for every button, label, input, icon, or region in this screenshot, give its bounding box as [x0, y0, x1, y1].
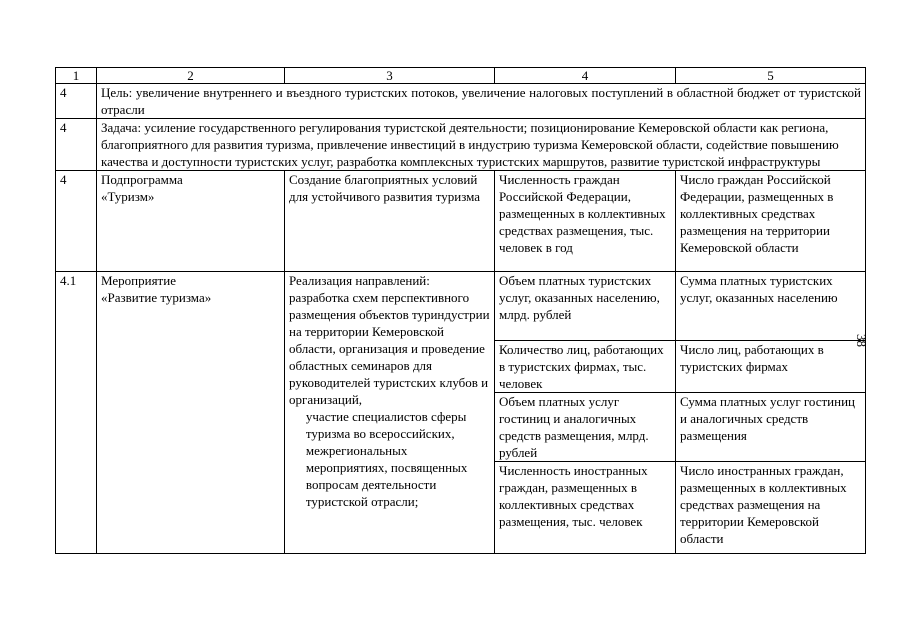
event-description-part1: Реализация направлений: разработка схем перспективного размещения объектов туриндустрии на территории Кемеровской области, организация и проведение областных семинаров для руководителей туристских клубов и организаций,	[289, 273, 490, 407]
program-name	[97, 171, 285, 272]
event-indicator-desc-3: Сумма платных услуг гостиниц и аналогичных средств размещения	[676, 393, 865, 462]
program-name-line2: «Туризм»	[101, 189, 155, 204]
event-indicators	[495, 272, 676, 554]
event-indicator-4: Численность иностранных граждан, размещенных в коллективных средствах размещения, тыс. человек	[499, 463, 648, 529]
header-cell-1: 1	[56, 68, 97, 84]
event-indicator-1: Объем платных туристских услуг, оказанных населению, млрд. рублей	[495, 272, 675, 341]
header-cell-5: 5	[676, 68, 866, 84]
page-number: 38	[854, 334, 869, 347]
program-number: 4	[56, 171, 97, 272]
event-indicator-desc-4: Число иностранных граждан, размещенных в коллективных средствах размещения на территории Кемеровской области	[680, 463, 847, 546]
event-indicators-list	[495, 272, 675, 530]
task-row	[56, 119, 866, 171]
event-indicator-descs-list	[676, 272, 865, 547]
program-table	[55, 67, 866, 554]
header-cell-2: 2	[97, 68, 285, 84]
goal-number: 4	[56, 84, 97, 119]
task-number: 4	[56, 119, 97, 171]
event-name-line1: Мероприятие	[101, 273, 176, 288]
header-cell-3: 3	[285, 68, 495, 84]
program-indicator-desc: Число граждан Российской Федерации, размещенных в коллективных средствах размещения на территории Кемеровской области	[676, 171, 866, 272]
event-row	[56, 272, 866, 554]
program-row	[56, 171, 866, 272]
event-name-line2: «Развитие туризма»	[101, 290, 212, 305]
program-indicator: Численность граждан Российской Федерации, размещенных в коллективных средствах размещения, тыс. человек в год	[495, 171, 676, 272]
event-number: 4.1	[56, 272, 97, 554]
header-cell-4: 4	[495, 68, 676, 84]
event-indicator-desc-1: Сумма платных туристских услуг, оказанных населению	[676, 272, 865, 341]
task-text: Задача: усиление государственного регулирования туристской деятельности; позиционирование Кемеровской области как региона, благоприятного для развития туризма, привлечение инвестиций в индустрию туризма Кемеровской области, содействие повышению качества и доступности туристских услуг, разработка комплексных туристских маршрутов, развитие туристской инфраструктуры	[97, 119, 866, 171]
event-description	[285, 272, 495, 554]
event-description-part2: участие специалистов сферы туризма во всероссийских, межрегиональных мероприятиях, посвященных вопросам деятельности туристской отрасли;	[305, 409, 468, 509]
table-header-row	[56, 68, 866, 84]
event-name	[97, 272, 285, 554]
event-indicator-descs	[676, 272, 866, 554]
program-goal: Создание благоприятных условий для устойчивого развития туризма	[285, 171, 495, 272]
goal-row	[56, 84, 866, 119]
program-name-line1: Подпрограмма	[101, 172, 183, 187]
event-indicator-desc-2: Число лиц, работающих в туристских фирмах	[676, 341, 865, 393]
goal-text: Цель: увеличение внутреннего и въездного туристских потоков, увеличение налоговых поступлений в областной бюджет от туристской отрасли	[97, 84, 866, 119]
event-indicator-2: Количество лиц, работающих в туристских фирмах, тыс. человек	[495, 341, 675, 393]
event-indicator-3: Объем платных услуг гостиниц и аналогичных средств размещения, млрд. рублей	[495, 393, 675, 462]
